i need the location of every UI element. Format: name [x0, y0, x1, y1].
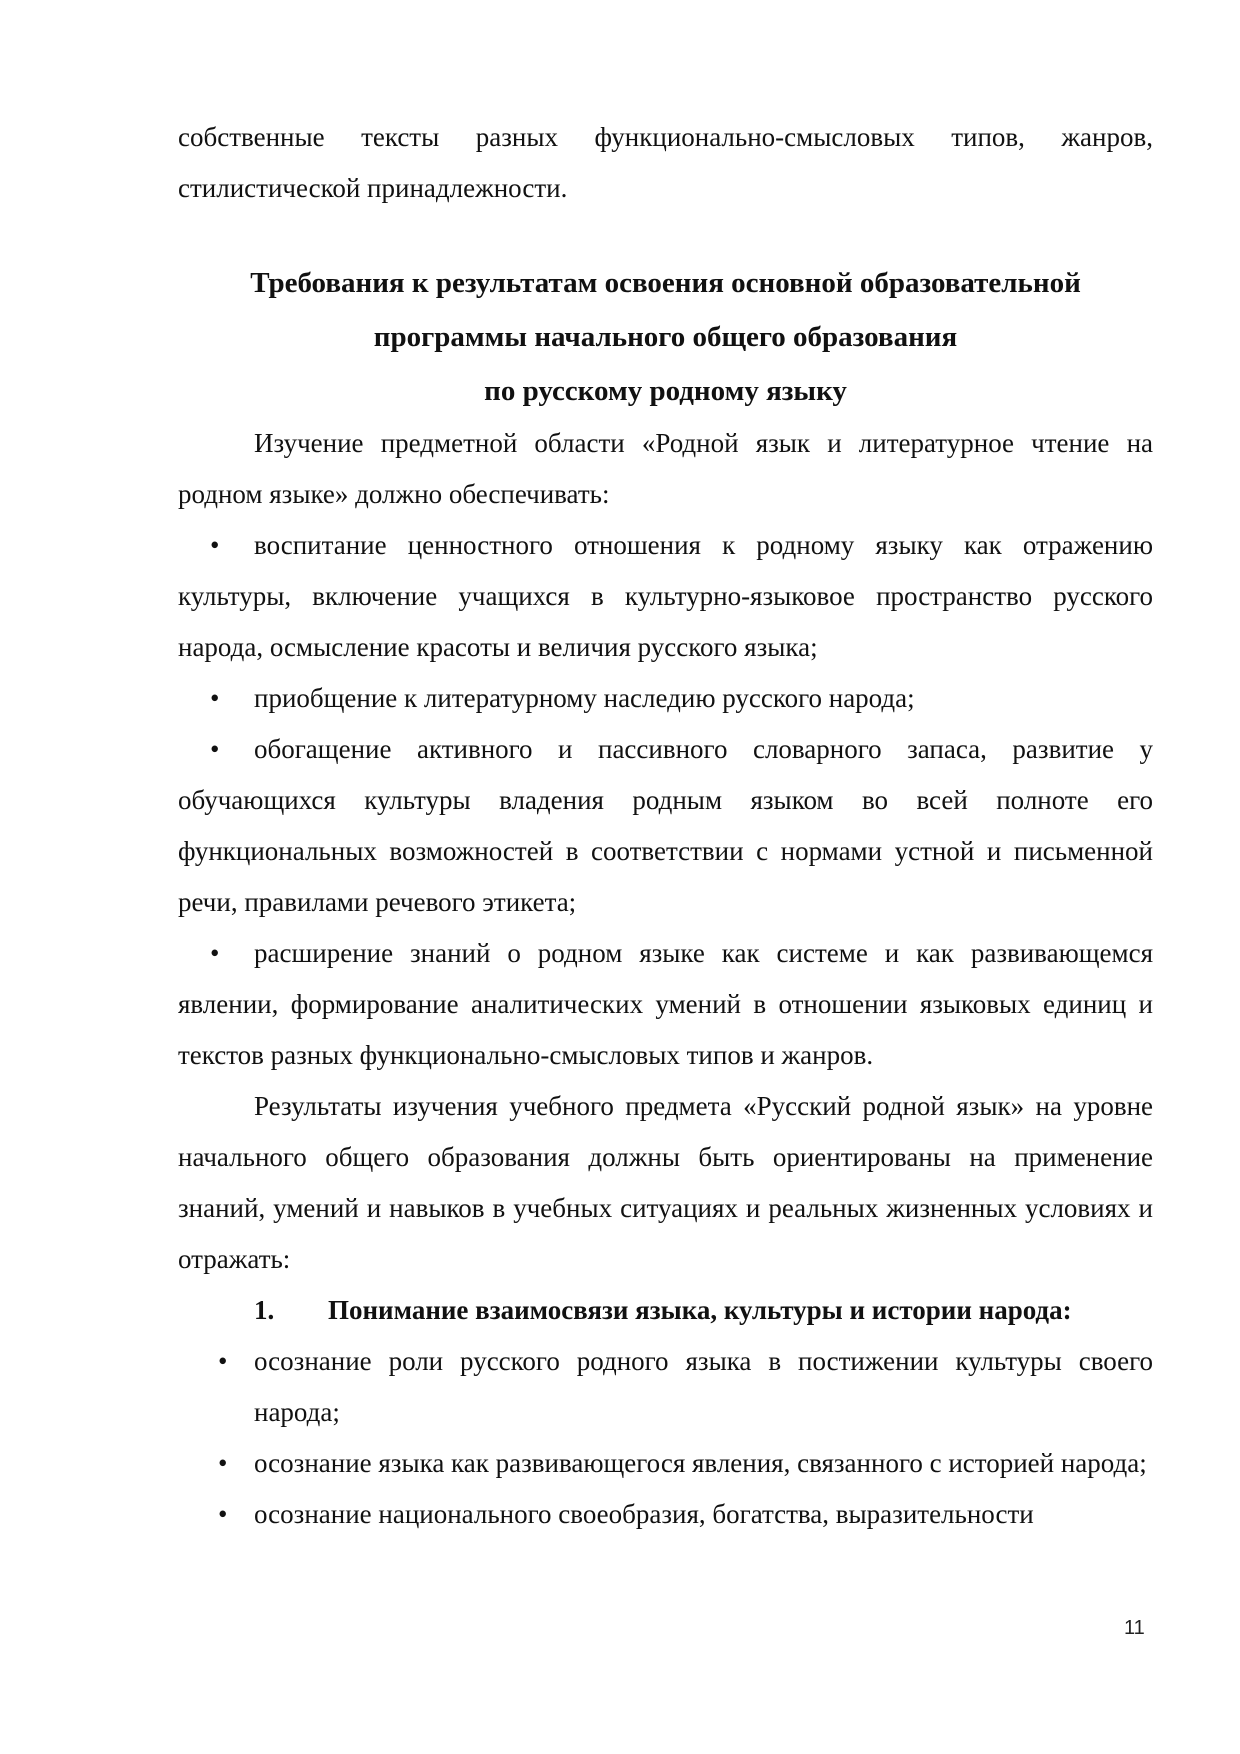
- bullet-icon: •: [218, 1448, 228, 1478]
- bullet-icon: •: [210, 530, 220, 560]
- paragraph-subject-area: Изучение предметной области «Родной язык и литературное чтение на родном языке» должно обеспечивать:: [178, 428, 1153, 509]
- numbered-section-title: [178, 1285, 1153, 1336]
- bullet-item: [178, 724, 1153, 928]
- bullet-icon: •: [210, 938, 220, 968]
- section-title-text: Понимание взаимосвязи языка, культуры и истории народа:: [328, 1295, 1072, 1325]
- bullet-icon: •: [218, 1499, 228, 1529]
- bullet-item: [178, 520, 1153, 673]
- bullet-icon: •: [210, 734, 220, 764]
- heading-line-2: программы начального общего образования: [373, 321, 958, 353]
- section-heading: [178, 256, 1153, 418]
- bullet-item: [178, 928, 1153, 1081]
- bullet-icon: •: [218, 1346, 228, 1376]
- bullet-text: воспитание ценностного отношения к родному языку как отражению культуры, включение учащихся в культурно-языковое пространство русского народа, осмысление красоты и величия русского языка;: [178, 530, 1153, 662]
- bullet-text: обогащение активного и пассивного словарного запаса, развитие у обучающихся культуры владения родным языком во всей полноте его функциональных возможностей в соответствии с нормами устной и письменной речи, правилами речевого этикета;: [178, 734, 1153, 917]
- bullet-item: [178, 673, 1153, 724]
- section-number: 1.: [254, 1295, 275, 1325]
- bullet-text: приобщение к литературному наследию русского народа;: [254, 683, 915, 713]
- list-item-text: осознание роли русского родного языка в постижении культуры своего народа;: [254, 1346, 1153, 1427]
- page-content: [178, 112, 1153, 1540]
- heading-line-3: по русскому родному языку: [484, 375, 847, 407]
- bullet-icon: •: [210, 683, 220, 713]
- heading-line-1: Требования к результатам освоения основной образовательной: [250, 267, 1081, 299]
- intro-paragraph: собственные тексты разных функционально-смысловых типов, жанров, стилистической принадлежности.: [178, 122, 1153, 203]
- list-item-text: осознание языка как развивающегося явления, связанного с историей народа;: [254, 1448, 1147, 1478]
- list-item: [178, 1489, 1153, 1540]
- list-item-text: осознание национального своеобразия, богатства, выразительности: [254, 1499, 1034, 1529]
- paragraph-results: Результаты изучения учебного предмета «Русский родной язык» на уровне начального общего образования должны быть ориентированы на применение знаний, умений и навыков в учебных ситуациях и реальных жизненных условиях и отражать:: [178, 1091, 1153, 1274]
- list-item: [178, 1336, 1153, 1438]
- list-item: [178, 1438, 1153, 1489]
- page-number: 11: [1124, 1617, 1145, 1639]
- bullet-text: расширение знаний о родном языке как системе и как развивающемся явлении, формирование аналитических умений в отношении языковых единиц и текстов разных функционально-смысловых типов и жанров.: [178, 938, 1153, 1070]
